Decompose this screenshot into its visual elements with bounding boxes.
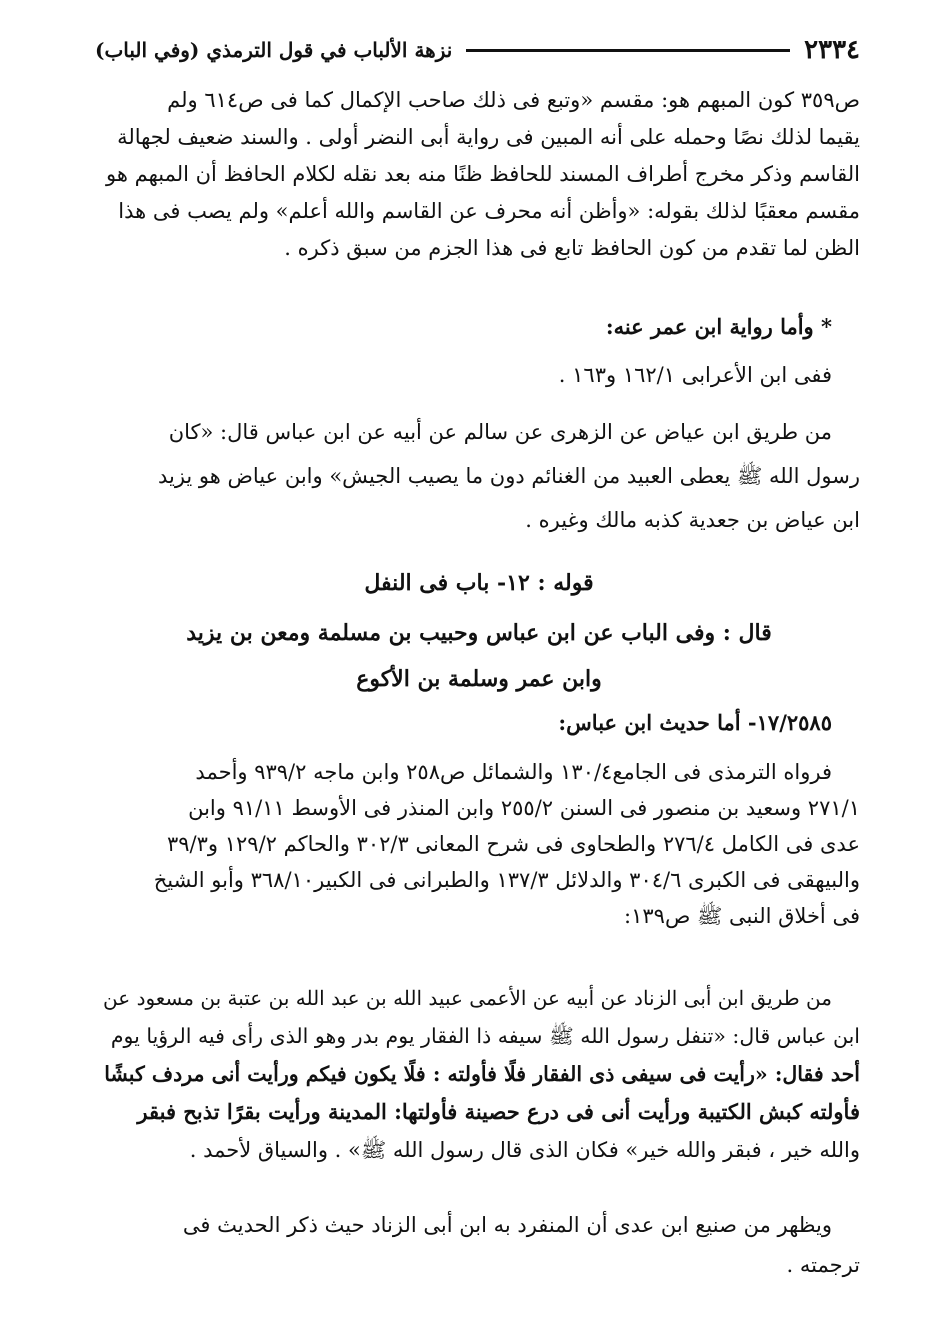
text-line: ابن عباس قال: «تنفل رسول الله ﷺ سيفه ذا الفقار يوم بدر وهو الذى رأى فيه الرؤيا يوم xyxy=(110,1024,860,1048)
text-line: الظن لما تقدم من كون الحافظ تابع فى هذا الجزم من سبق ذكره . xyxy=(284,236,860,260)
text-line: رسول الله ﷺ يعطى العبيد من الغنائم دون ما يصيب الجيش» وابن عياض هو يزيد xyxy=(157,464,860,488)
text-line: فى أخلاق النبى ﷺ ص١٣٩: xyxy=(624,904,860,928)
text-line: من طريق ابن أبى الزناد عن أبيه عن الأعمى عبيد الله بن عبد الله بن عتبة بن مسعود عن xyxy=(103,986,832,1010)
running-header xyxy=(95,30,860,70)
text-line: القاسم وذكر مخرج أطراف المسند للحافظ ظنًا منه بعد نقله لكلام الحافظ أن المبهم هو xyxy=(106,162,860,186)
subheading: * وأما رواية ابن عمر عنه: xyxy=(605,314,832,339)
qala-line: وابن عمر وسلمة بن الأكوع xyxy=(356,666,602,692)
text-line: ٢٧١/١ وسعيد بن منصور فى السنن ٢٥٥/٢ وابن المنذر فى الأوسط ٩١/١١ وابن xyxy=(188,796,860,820)
text-line: مقسم معقبًا لذلك بقوله: «وأظن أنه محرف عن القاسم والله أعلم» ولم يصب فى هذا xyxy=(118,199,860,223)
text-line: يقيما لذلك نصًا وحمله على أنه المبين فى رواية أبى النضر أولى . والسند ضعيف لجهالة xyxy=(117,125,860,149)
text-line: ويظهر من صنيع ابن عدى أن المنفرد به ابن أبى الزناد حيث ذكر الحديث فى xyxy=(182,1213,832,1237)
text-line: فأولته كبش الكتيبة ورأيت أنى فى درع حصينة فأولتها: المدينة ورأيت بقرًا تذبح فبقر xyxy=(137,1099,860,1124)
text-line: فرواه الترمذى فى الجامع١٣٠/٤ والشمائل ص٢٥٨ وابن ماجه ٩٣٩/٢ وأحمد xyxy=(195,760,832,784)
text-line: ص٣٥٩ كون المبهم هو: مقسم «وتبع فى ذلك صاحب الإكمال كما فى ص٦١٤ ولم xyxy=(167,88,860,112)
page-number: ٢٣٣٤ xyxy=(804,35,860,65)
qala-line: قال : وفى الباب عن ابن عباس وحبيب بن مسلمة ومعن بن يزيد xyxy=(186,620,772,646)
text-line: ابن عياض بن جعدية كذبه مالك وغيره . xyxy=(525,508,860,532)
text-line: أحد فقال: «رأيت فى سيفى ذى الفقار فلًا فأولته : فلًا يكون فيكم ورأيت أنى مردف كبشًا xyxy=(104,1062,860,1086)
running-title: نزهة الألباب في قول الترمذي (وفي الباب) xyxy=(95,38,453,62)
text-line: ففى ابن الأعرابى ١٦٢/١ و١٦٣ . xyxy=(558,363,832,387)
text-line: من طريق ابن عياض عن الزهرى عن سالم عن أبيه عن ابن عباس قال: «كان xyxy=(168,420,832,444)
text-line: والبيهقى فى الكبرى ٣٠٤/٦ والدلائل ١٣٧/٣ والطبرانى فى الكبير٣٦٨/١٠ وأبو الشيخ xyxy=(153,868,860,892)
section-title: قوله : ١٢- باب فى النفل xyxy=(364,570,594,596)
text-line: والله خير ، فبقر والله خير» فكان الذى قال رسول الله ﷺ» . والسياق لأحمد . xyxy=(189,1138,860,1162)
header-rule xyxy=(466,49,790,52)
text-line: عدى فى الكامل ٢٧٦/٤ والطحاوى فى شرح المعانى ٣٠٢/٣ والحاكم ١٢٩/٢ و٣٩/٣ xyxy=(166,832,860,856)
hadith-heading: ١٧/٢٥٨٥- أما حديث ابن عباس: xyxy=(558,710,832,735)
text-line: ترجمته . xyxy=(786,1253,860,1277)
